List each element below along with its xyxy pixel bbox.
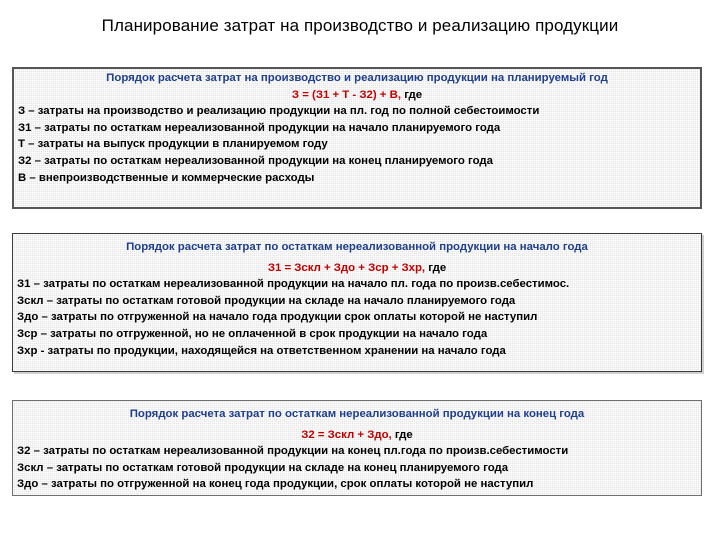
formula (17, 260, 697, 277)
formula-expression: З = (З1 + Т - З2) + В, (291, 88, 402, 101)
definition-line: Здо – затраты по отгруженной на конец года продукции, срок оплаты которой не наступил (17, 478, 534, 491)
definition-line: Зср – затраты по отгруженной, но не оплаченной в срок продукции на начало года (17, 327, 488, 340)
block-end-year (12, 400, 702, 496)
definition-line: З2 – затраты по остаткам нереализованной продукции на конец пл.года по произв.себестимости (17, 445, 569, 458)
formula (17, 427, 697, 444)
formula-expression: З2 = Зскл + Здо, (301, 428, 392, 441)
page-title: Планирование затрат на производство и реализацию продукции (101, 16, 619, 35)
definition-line: Т – затраты на выпуск продукции в планируемом году (18, 138, 328, 151)
definition-line: В – внепроизводственные и коммерческие расходы (18, 171, 315, 184)
block-heading: Порядок расчета затрат по остаткам нереализованной продукции на конец года (129, 408, 585, 420)
definition-line: З2 – затраты по остаткам нереализованной продукции на конец планируемого года (18, 154, 493, 167)
block-plan-year (12, 67, 702, 209)
formula-where: где (404, 88, 423, 101)
definition-line: Здо – затраты по отгруженной на начало года продукции срок оплаты которой не наступил (17, 311, 538, 324)
definition-line: З – затраты на производство и реализацию продукции на пл. год по полной себестоимости (18, 105, 540, 118)
definition-line: Зскл – затраты по остаткам готовой продукции на складе на конец планируемого года (17, 461, 509, 474)
block-start-year (12, 233, 702, 372)
formula-expression: З1 = Зскл + Здо + Зср + Зхр, (267, 261, 426, 274)
definition-line: Зскл – затраты по остаткам готовой продукции на складе на начало планируемого года (17, 294, 516, 307)
block-heading: Порядок расчета затрат на производство и реализацию продукции на планируемый год (106, 72, 608, 84)
definition-line: З1 – затраты по остаткам нереализованной продукции на начало планируемого года (18, 121, 501, 134)
definition-line: З1 – затраты по остаткам нереализованной продукции на начало пл. года по произв.себестимос. (17, 278, 570, 291)
formula-where: где (394, 428, 413, 441)
definition-line: Зхр - затраты по продукции, находящейся на ответственном хранении на начало года (17, 344, 506, 357)
formula-where: где (428, 261, 447, 274)
formula (18, 87, 696, 104)
block-heading: Порядок расчета затрат по остаткам нереализованной продукции на начало года (126, 241, 588, 253)
